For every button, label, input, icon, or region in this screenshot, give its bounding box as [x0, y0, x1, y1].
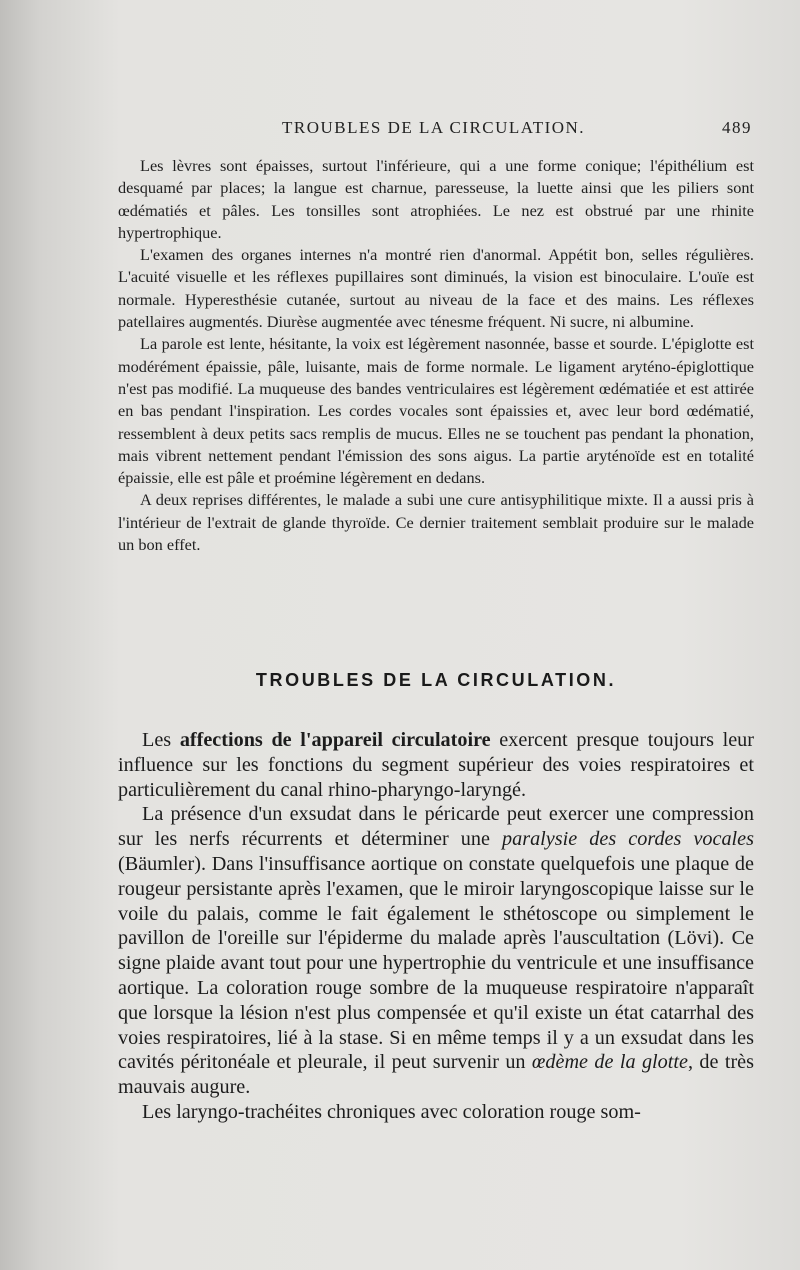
paragraph: Les lèvres sont épaisses, surtout l'inférieure, qui a une forme conique; l'épithélium est desquamé par places; la langue est charnue, paresseuse, la luette ainsi que les piliers sont œdématiés et pâles. Les tonsilles sont atrophiées. Le nez est obstrué par une rhinite hypertrophique.	[118, 156, 754, 242]
paragraph: Les laryngo-trachéites chroniques avec coloration rouge som-	[142, 1100, 641, 1123]
text-span: , de très mauvais augure.	[118, 1051, 755, 1099]
text-span: exercent presque toujours leur influence sur les fonctions du segment supérieur des voies respiratoires et particulièrement du canal rhino-pharyngo-laryngé.	[118, 729, 754, 801]
running-title: TROUBLES DE LA CIRCULATION.	[282, 118, 586, 137]
case-report-text	[118, 155, 754, 556]
section-heading: TROUBLES DE LA CIRCULATION.	[255, 670, 617, 690]
paragraph: A deux reprises différentes, le malade a subi une cure antisyphilitique mixte. Il a aussi pris à l'intérieur de l'extrait de glande thyroïde. Ce dernier traitement semblait produire sur le malade un bon effet.	[118, 490, 754, 555]
text-span: La présence d'un exsudat dans le péricarde peut exercer une compression sur les nerfs récurrents et déterminer une	[118, 803, 754, 851]
italic-term: paralysie des cordes vocales	[502, 828, 754, 851]
main-text	[118, 728, 754, 1125]
paragraph	[118, 728, 754, 802]
text-span: Les	[142, 729, 180, 751]
text-span: (Bäumler). Dans l'insuffisance aortique on constate quelquefois une plaque de rougeur persistante après l'examen, que le miroir laryngoscopique laisse sur le voile du palais, comme le fait également le sthétoscope ou simplement le pavillon de l'oreille sur l'épiderme du malade après l'auscultation (Lövi). Ce signe plaide avant tout pour une hypertrophie du ventricule et une insuffisance aortique. La coloration rouge sombre de la muqueuse respiratoire n'apparaît que lorsque la lésion n'est plus compensée et qu'il existe un état catarrhal des voies respiratoires, lié à la stase. Si en même temps il y a un exsudat dans les cavités péritonéale et pleurale, il peut survenir un	[118, 852, 754, 1074]
italic-term: œdème de la glotte	[531, 1051, 688, 1074]
page-number: 489	[722, 118, 752, 137]
paragraph: La parole est lente, hésitante, la voix est légèrement nasonnée, basse et sourde. L'épiglotte est modérément épaissie, pâle, luisante, mais de forme normale. Le ligament aryténo-épiglottique n'est pas modifié. La muqueuse des bandes ventriculaires est légèrement œdématiée et est attirée en bas pendant l'inspiration. Les cordes vocales sont épaissies et, avec leur bord œdématié, ressemblent à deux petits sacs remplis de mucus. Elles ne se touchent pas pendant la phonation, mais vibrent nettement pendant l'émission des sons aigus. La partie aryténoïde est en totalité épaissie, elle est pâle et proémine légèrement en dedans.	[118, 334, 754, 488]
paragraph	[118, 802, 754, 1100]
paragraph: L'examen des organes internes n'a montré rien d'anormal. Appétit bon, selles régulières. L'acuité visuelle et les réflexes pupillaires sont diminués, la vision est binoculaire. L'ouïe est normale. Hyperesthésie cutanée, surtout au niveau de la face et des mains. Les réflexes patellaires augmentés. Diurèse augmentée avec ténesme fréquent. Ni sucre, ni albumine.	[118, 245, 754, 332]
running-head	[282, 118, 760, 138]
bold-term: affections de l'appareil circulatoire	[179, 729, 491, 751]
